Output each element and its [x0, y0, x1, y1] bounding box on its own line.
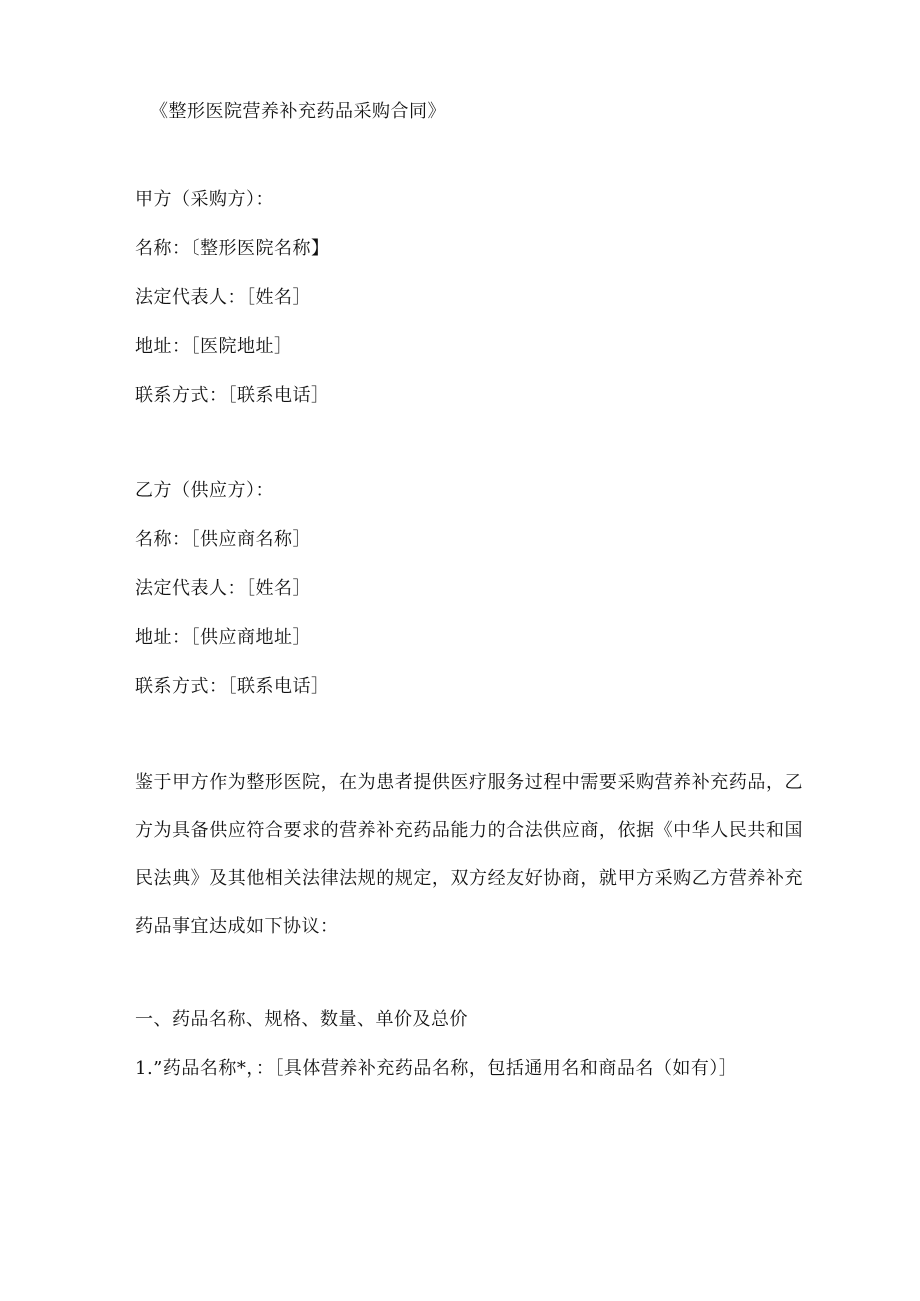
- party-b-heading: 乙方（供应方）：: [135, 480, 274, 501]
- party-b-name: 名称：［供应商名称］: [135, 529, 311, 550]
- party-a-legal-rep: 法定代表人：［姓名］: [135, 287, 311, 308]
- contract-title: 《整形医院营养补充药品采购合同》: [150, 101, 446, 122]
- party-a-name: 名称：〔整形医院名称】: [135, 238, 330, 259]
- section-1-heading: 一、药品名称、规格、数量、单价及总价: [135, 1009, 468, 1030]
- party-b-address: 地址：［供应商地址］: [135, 627, 311, 648]
- preamble-paragraph: 鉴于甲方作为整形医院，在为患者提供医疗服务过程中需要采购营养补充药品，乙方为具备供应符合要求的营养补充药品能力的合法供应商，依据《中华人民共和国民法典》及其他相关法律法规的规定，双方经友好协商，就甲方采购乙方营养补充药品事宜达成如下协议：: [135, 772, 803, 937]
- party-a-contact: 联系方式：［联系电话］: [135, 385, 330, 406]
- party-b-legal-rep: 法定代表人：［姓名］: [135, 578, 311, 599]
- party-b-contact: 联系方式：［联系电话］: [135, 676, 330, 697]
- party-a-heading: 甲方（采购方）：: [135, 189, 274, 210]
- section-1-item-1: 1.”药品名称*，：［具体营养补充药品名称，包括通用名和商品名（如有）］: [135, 1058, 738, 1079]
- party-a-address: 地址：［医院地址］: [135, 336, 293, 357]
